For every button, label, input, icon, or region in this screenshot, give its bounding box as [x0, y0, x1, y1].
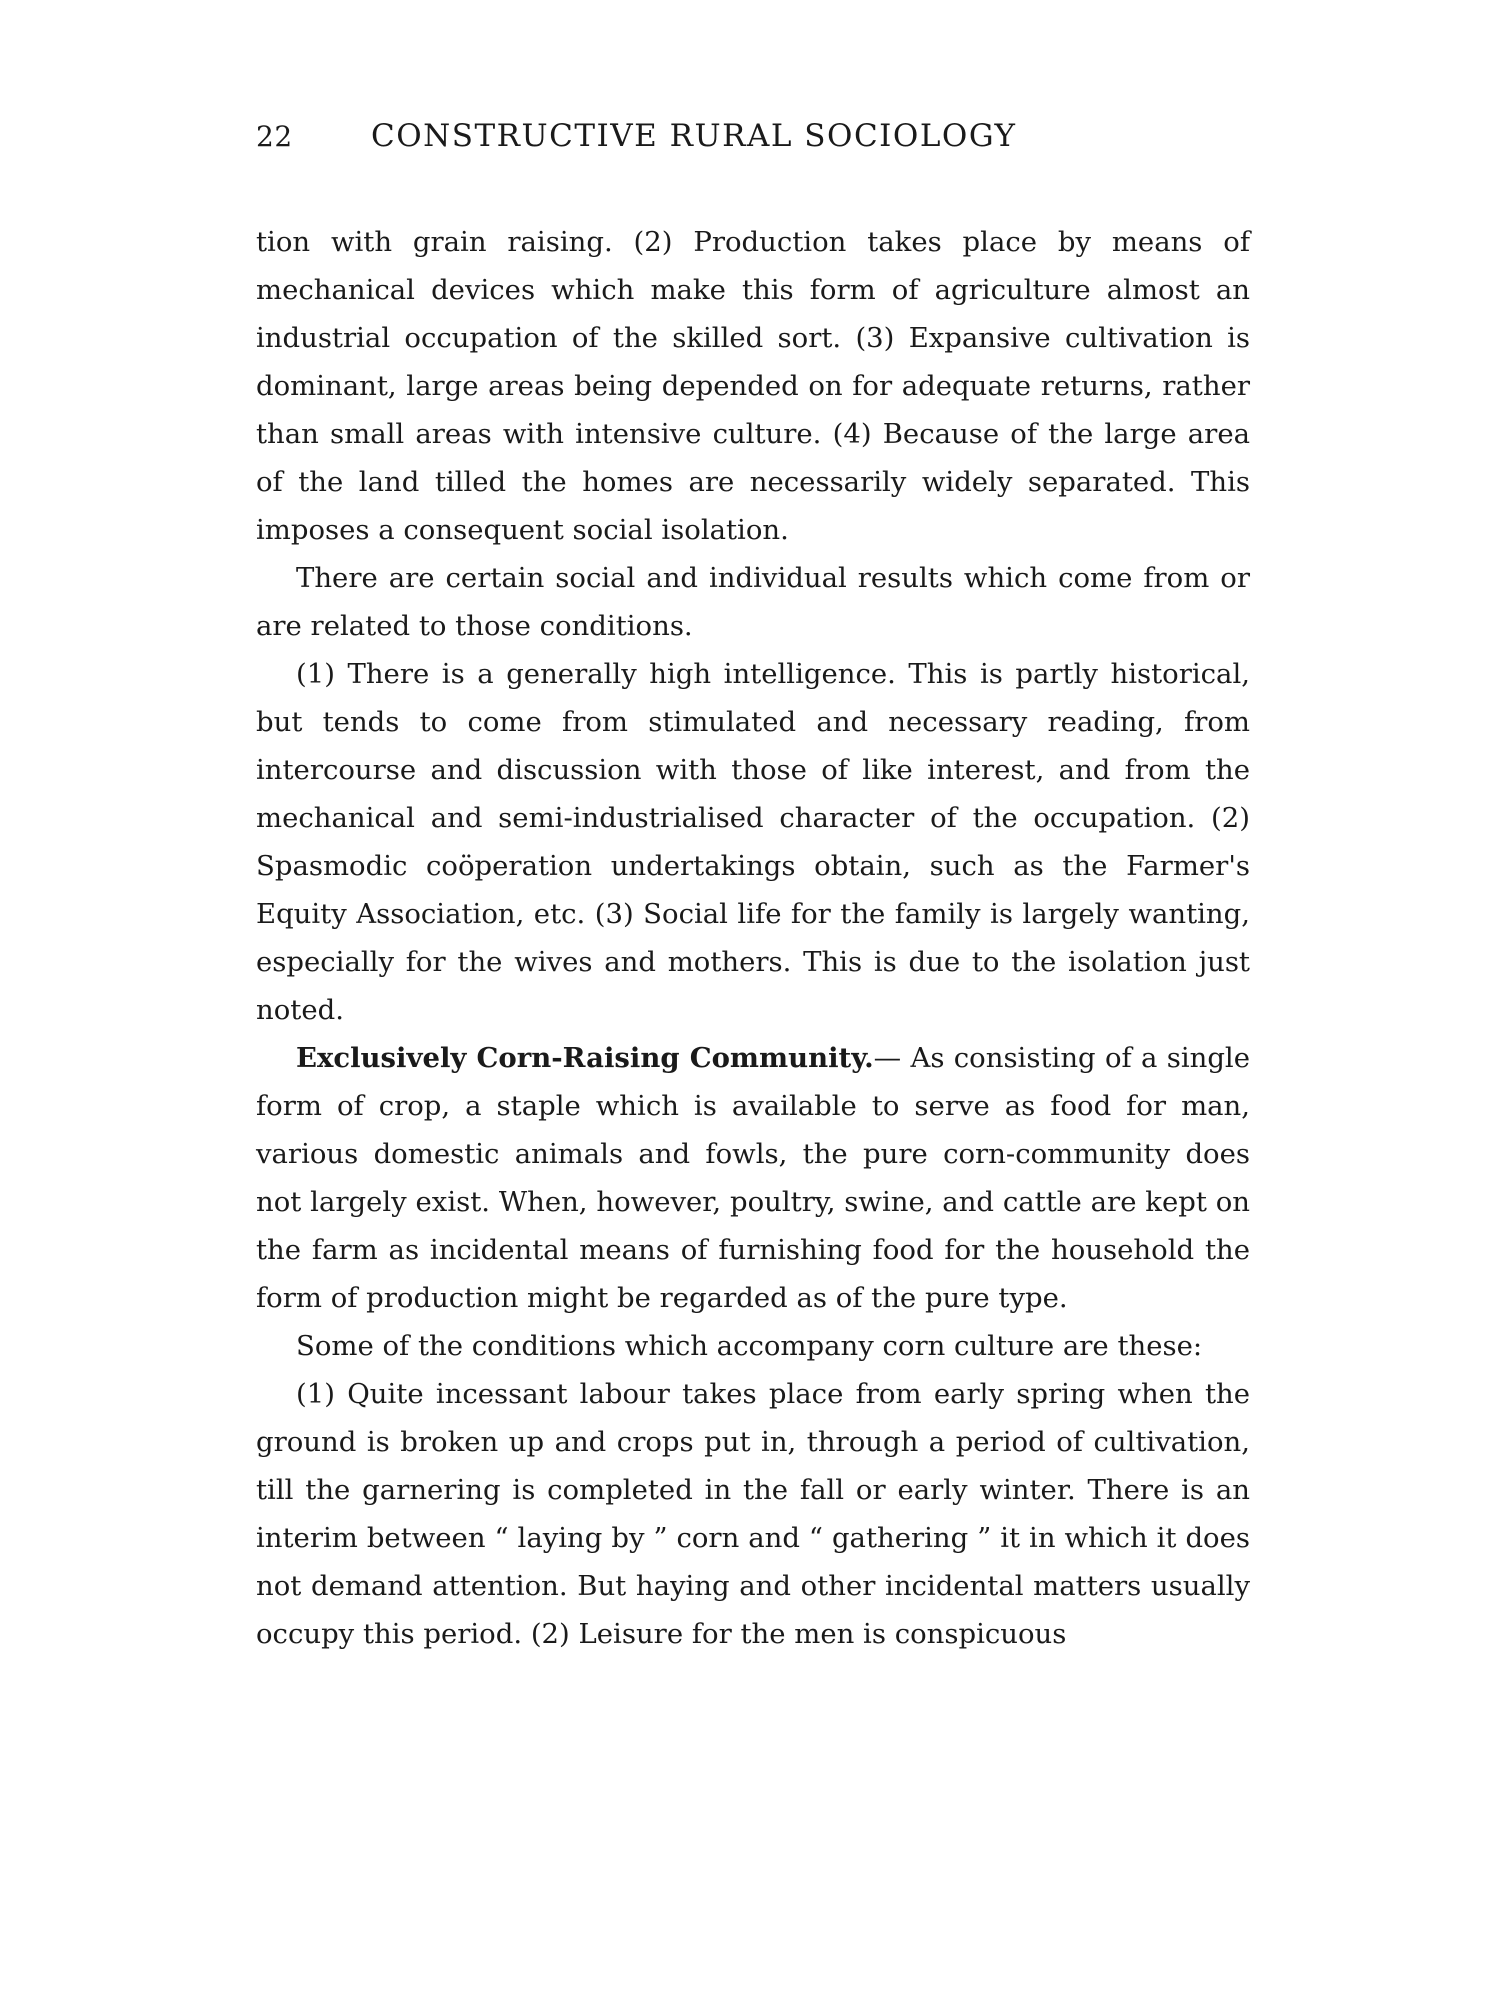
body-text	[256, 218, 1250, 1658]
paragraph-corn-community	[256, 1034, 1250, 1322]
page-header	[256, 118, 1250, 158]
paragraph-results-list: (1) There is a generally high intelligence. This is partly historical, but tends to come from stimulated and necessary reading, from intercourse and discussion with those of like interest, and from the mechanical and semi-industrialised character of the occupation. (2) Spasmodic coöperation undertakings obtain, such as the Farmer's Equity Association, etc. (3) Social life for the family is largely wanting, especially for the wives and mothers. This is due to the isolation just noted.	[256, 658, 1250, 1026]
book-page	[256, 118, 1250, 1658]
paragraph-conditions-intro: Some of the conditions which accompany corn culture are these:	[296, 1330, 1203, 1362]
paragraph-continued: tion with grain raising. (2) Production takes place by means of mechanical devices which make this form of agriculture almost an industrial occupation of the skilled sort. (3) Expansive cultivation is dominant, large areas being depended on for adequate returns, rather than small areas with intensive culture. (4) Because of the large area of the land tilled the homes are necessarily widely separated. This imposes a consequent social isolation.	[256, 226, 1250, 546]
paragraph-conditions-list: (1) Quite incessant labour takes place from early spring when the ground is broken up and crops put in, through a period of cultivation, till the garnering is completed in the fall or early winter. There is an interim between “ laying by ” corn and “ gathering ” it in which it does not demand attention. But haying and other incidental matters usually occupy this period. (2) Leisure for the men is conspicuous	[256, 1378, 1250, 1650]
section-heading: Exclusively Corn-Raising Community.	[296, 1042, 874, 1074]
paragraph-results-intro: There are certain social and individual results which come from or are related to those conditions.	[256, 562, 1250, 642]
page-number: 22	[256, 120, 293, 153]
paragraph-corn-community-text: — As consisting of a single form of crop, a staple which is available to serve as food for man, various domestic animals and fowls, the pure corn-community does not largely exist. When, however, poultry, swine, and cattle are kept on the farm as incidental means of furnishing food for the household the form of production might be regarded as of the pure type.	[256, 1042, 1251, 1314]
running-title: CONSTRUCTIVE RURAL SOCIOLOGY	[371, 118, 1017, 154]
